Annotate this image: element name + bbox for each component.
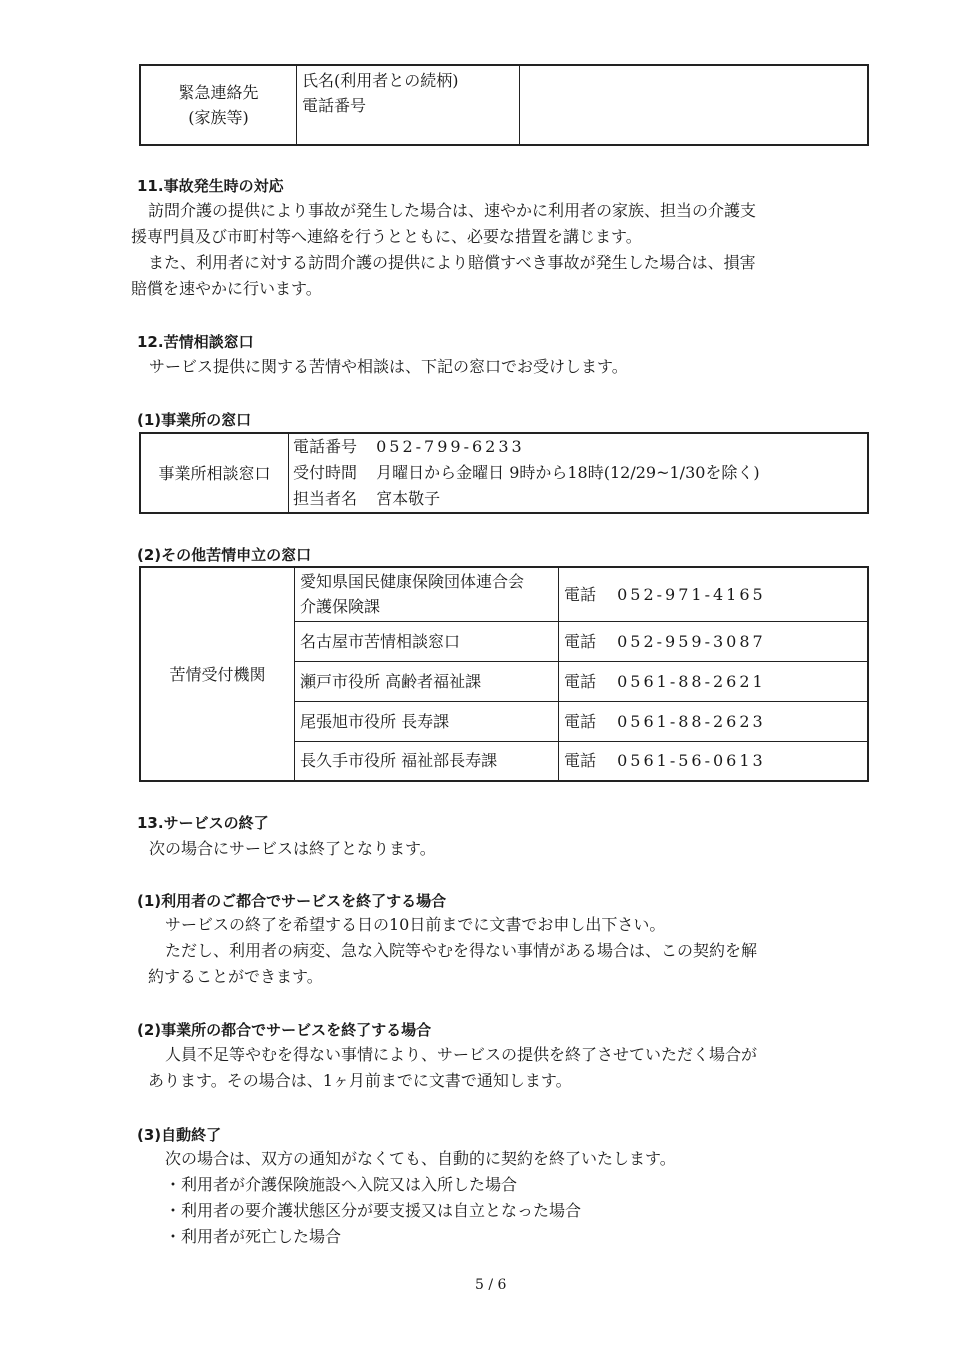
agency-tel-number: 0561-88-2621 — [617, 671, 766, 691]
office-phone-row — [293, 434, 863, 460]
emergency-field-name: 氏名(利用者との続柄) — [302, 71, 459, 90]
section-12-intro: サービス提供に関する苦情や相談は、下記の窓口でお受けします。 — [149, 357, 628, 376]
emergency-label-line1: 緊急連絡先 — [178, 83, 259, 102]
agency-tel — [559, 567, 869, 621]
office-termination-line1: 人員不足等やむを得ない事情により、サービスの提供を終了させていただく場合が — [165, 1045, 758, 1064]
office-phone-number: 052-799-6233 — [376, 437, 525, 456]
section-11-body — [131, 198, 851, 302]
office-person-row — [293, 486, 863, 512]
agency-tel-number: 0561-56-0613 — [617, 751, 766, 771]
office-hours-row — [293, 460, 863, 486]
section-13-intro: 次の場合にサービスは終了となります。 — [149, 839, 436, 858]
emergency-field-labels — [297, 65, 520, 145]
user-termination-body — [148, 912, 848, 990]
agency-tel-label: 電話 — [564, 631, 597, 651]
auto-termination-intro: 次の場合は、双方の通知がなくても、自動的に契約を終了いたします。 — [165, 1149, 676, 1168]
office-window-heading: (1)事業所の窓口 — [137, 411, 252, 429]
agency-tel-number: 052-971-4165 — [617, 584, 766, 604]
office-hours-label: 受付時間 — [293, 463, 358, 482]
user-termination-line1: サービスの終了を希望する日の10日前までに文書でお申し出下さい。 — [165, 915, 666, 934]
auto-termination-body — [165, 1146, 845, 1250]
emergency-value-cell — [520, 65, 869, 145]
office-person-value: 宮本敬子 — [376, 489, 441, 508]
agency-name: 瀬戸市役所 高齢者福祉課 — [295, 661, 559, 701]
section-11-p2-line2: 賠償を速やかに行います。 — [131, 279, 322, 298]
office-person-label: 担当者名 — [293, 489, 358, 508]
agency-tel-label: 電話 — [564, 671, 597, 691]
agency-tel-number: 0561-88-2623 — [617, 711, 766, 731]
section-11-p1-line2: 援専門員及び市町村等へ連絡を行うとともに、必要な措置を講じます。 — [131, 227, 642, 246]
office-window-label: 事業所相談窓口 — [140, 433, 289, 513]
office-termination-line2: あります。その場合は、1ヶ月前までに文書で通知します。 — [148, 1071, 572, 1090]
office-termination-body — [148, 1042, 848, 1094]
agency-tel — [559, 701, 869, 741]
agency-name — [295, 567, 559, 621]
agency-tel-number: 052-959-3087 — [617, 631, 766, 651]
complaint-agency-label: 苦情受付機関 — [140, 567, 295, 781]
office-termination-heading: (2)事業所の都合でサービスを終了する場合 — [137, 1021, 432, 1039]
section-11-p2-line1: また、利用者に対する訪問介護の提供により賠償すべき事故が発生した場合は、損害 — [148, 253, 756, 272]
section-13-heading: 13.サービスの終了 — [137, 814, 269, 832]
office-window-table — [139, 432, 869, 514]
emergency-contact-label — [140, 65, 297, 145]
user-termination-heading: (1)利用者のご都合でサービスを終了する場合 — [137, 892, 447, 910]
office-hours-value: 月曜日から金曜日 9時から18時(12/29~1/30を除く) — [376, 463, 760, 482]
agency-tel-label: 電話 — [564, 711, 597, 731]
section-12-heading: 12.苦情相談窓口 — [137, 333, 254, 351]
agency-tel-label: 電話 — [564, 584, 597, 604]
agency-tel — [559, 621, 869, 661]
agency-tel — [559, 741, 869, 781]
office-window-details — [289, 433, 869, 513]
section-11-heading: 11.事故発生時の対応 — [137, 177, 284, 195]
user-termination-line2: ただし、利用者の病変、急な入院等やむを得ない事情がある場合は、この契約を解 — [165, 941, 758, 960]
emergency-label-line2: (家族等) — [188, 108, 249, 127]
agency-name-line1: 愛知県国民健康保険団体連合会 — [300, 572, 525, 592]
bullet-item: ・利用者の要介護状態区分が要支援又は自立となった場合 — [165, 1201, 582, 1220]
bullet-item: ・利用者が死亡した場合 — [165, 1227, 342, 1246]
page-number: 5 / 6 — [475, 1277, 507, 1293]
complaint-agency-table — [139, 566, 869, 782]
bullet-item: ・利用者が介護保険施設へ入院又は入所した場合 — [165, 1175, 518, 1194]
user-termination-line3: 約することができます。 — [148, 967, 323, 986]
emergency-field-phone: 電話番号 — [302, 96, 367, 115]
emergency-contact-table — [139, 64, 869, 146]
section-11-p1-line1: 訪問介護の提供により事故が発生した場合は、速やかに利用者の家族、担当の介護支 — [148, 201, 757, 220]
auto-termination-heading: (3)自動終了 — [137, 1126, 222, 1144]
agency-name: 名古屋市苦情相談窓口 — [295, 621, 559, 661]
office-phone-label: 電話番号 — [293, 437, 358, 456]
agency-name: 尾張旭市役所 長寿課 — [295, 701, 559, 741]
other-window-heading: (2)その他苦情申立の窓口 — [137, 546, 312, 564]
agency-name: 長久手市役所 福祉部長寿課 — [295, 741, 559, 781]
agency-tel-label: 電話 — [564, 751, 597, 771]
agency-name-line2: 介護保険課 — [300, 597, 381, 617]
agency-tel — [559, 661, 869, 701]
